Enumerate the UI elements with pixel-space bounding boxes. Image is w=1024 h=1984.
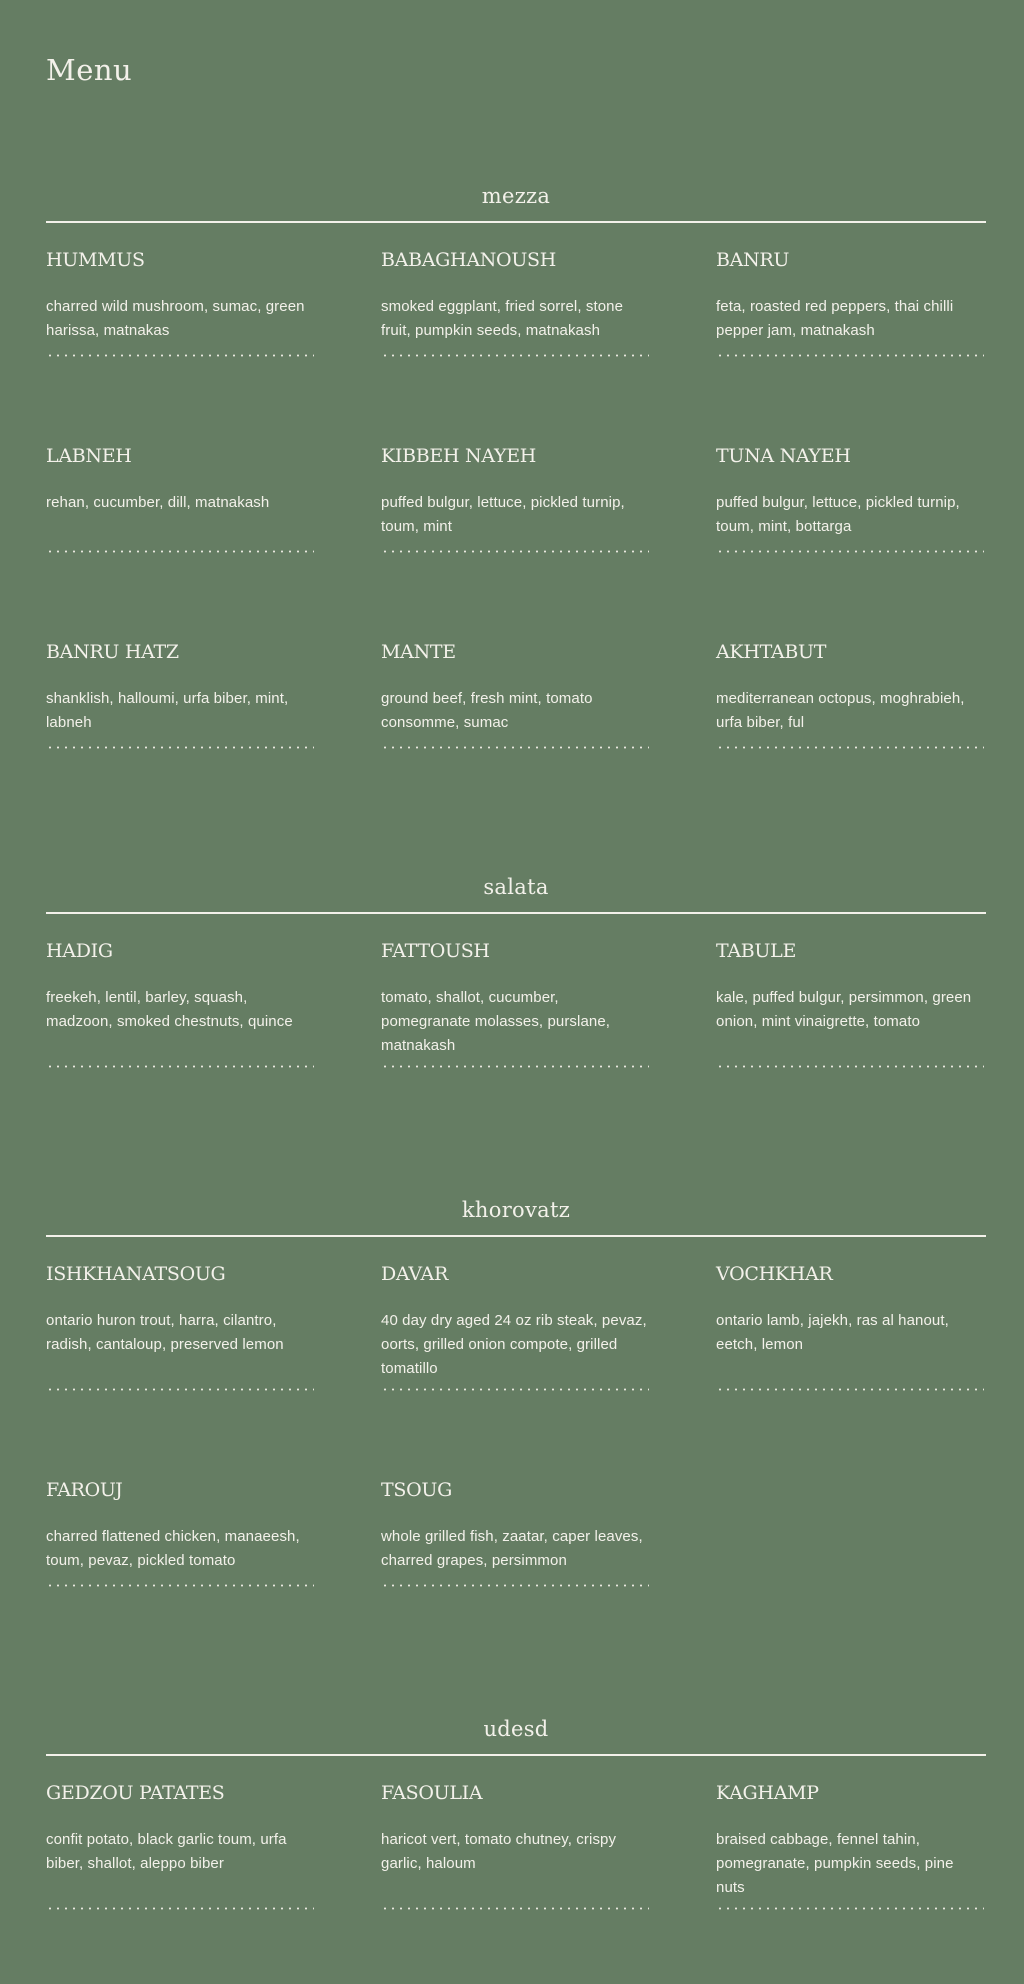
menu-item <box>381 1768 651 1984</box>
dotted-separator <box>381 1907 649 1910</box>
menu-item <box>46 627 316 823</box>
dotted-separator <box>46 1388 314 1391</box>
menu-section-udesd <box>46 1717 986 1984</box>
menu-item <box>381 1465 651 1661</box>
menu-item-name: FAROUJ <box>46 1479 123 1501</box>
menu-item-description: puffed bulgur, lettuce, pickled turnip, toum, mint, bottarga <box>716 494 960 535</box>
menu-item-name: DAVAR <box>381 1263 448 1285</box>
section-title: mezza <box>481 184 551 208</box>
menu-item <box>716 627 986 823</box>
menu-item <box>716 235 986 431</box>
section-title: salata <box>483 875 549 899</box>
menu-item-name: GEDZOU PATATES <box>46 1782 225 1804</box>
menu-item-description: braised cabbage, fennel tahin, pomegranate, pumpkin seeds, pine nuts <box>716 1831 954 1896</box>
dotted-separator <box>716 1065 984 1068</box>
section-divider <box>46 912 986 914</box>
menu-item <box>716 926 986 1142</box>
menu-item-description: feta, roasted red peppers, thai chilli pepper jam, matnakash <box>716 298 954 339</box>
dotted-separator <box>716 1388 984 1391</box>
menu-item-name: TSOUG <box>381 1479 452 1501</box>
menu-item-description: 40 day dry aged 24 oz rib steak, pevaz, oorts, grilled onion compote, grilled tomatillo <box>381 1312 647 1377</box>
section-divider <box>46 1754 986 1756</box>
dotted-separator <box>716 1907 984 1910</box>
menu-item-name: HUMMUS <box>46 249 145 271</box>
menu-item-name: VOCHKHAR <box>716 1263 833 1285</box>
dotted-separator <box>381 550 649 553</box>
section-divider <box>46 221 986 223</box>
dotted-separator <box>46 354 314 357</box>
menu-item <box>381 1249 651 1465</box>
menu-section-salata <box>46 875 986 1142</box>
menu-item-description: mediterranean octopus, moghrabieh, urfa biber, ful <box>716 690 965 731</box>
dotted-separator <box>46 746 314 749</box>
menu-item-name: LABNEH <box>46 445 132 467</box>
dotted-separator <box>381 746 649 749</box>
dotted-separator <box>46 1907 314 1910</box>
section-title: khorovatz <box>461 1198 571 1222</box>
menu-item <box>46 1768 316 1984</box>
menu-item-description: rehan, cucumber, dill, matnakash <box>46 494 270 511</box>
section-items <box>46 1768 986 1984</box>
menu-item-name: AKHTABUT <box>716 641 827 663</box>
dotted-separator <box>46 1584 314 1587</box>
dotted-separator <box>381 1388 649 1391</box>
menu-item-description: smoked eggplant, fried sorrel, stone fruit, pumpkin seeds, matnakash <box>381 298 624 339</box>
section-items <box>46 235 986 823</box>
section-divider <box>46 1235 986 1237</box>
menu-item-name: KAGHAMP <box>716 1782 819 1804</box>
section-items <box>46 1249 986 1661</box>
menu-item <box>46 235 316 431</box>
menu-item-description: whole grilled fish, zaatar, caper leaves, charred grapes, persimmon <box>381 1528 643 1569</box>
menu-item <box>381 926 651 1142</box>
menu-item-description: freekeh, lentil, barley, squash, madzoon, smoked chestnuts, quince <box>46 989 293 1030</box>
menu-item <box>716 431 986 627</box>
menu-item-description: shanklish, halloumi, urfa biber, mint, labneh <box>46 690 289 731</box>
menu-item-name: ISHKHANATSOUG <box>46 1263 226 1285</box>
menu-item-description: charred flattened chicken, manaeesh, toum, pevaz, pickled tomato <box>46 1528 300 1569</box>
menu-item <box>381 431 651 627</box>
menu-item <box>381 235 651 431</box>
dotted-separator <box>716 550 984 553</box>
section-header <box>46 1198 986 1249</box>
menu-item-name: TUNA NAYEH <box>716 445 851 467</box>
menu-item <box>46 926 316 1142</box>
section-header <box>46 1717 986 1768</box>
dotted-separator <box>716 354 984 357</box>
menu-item-description: haricot vert, tomato chutney, crispy garlic, haloum <box>381 1831 617 1872</box>
menu-item <box>381 627 651 823</box>
dotted-separator <box>46 1065 314 1068</box>
page-title: Menu <box>46 53 133 87</box>
dotted-separator <box>381 1065 649 1068</box>
menu-item-name: BANRU HATZ <box>46 641 179 663</box>
menu-item-description: charred wild mushroom, sumac, green harissa, matnakas <box>46 298 305 339</box>
menu-item-name: BABAGHANOUSH <box>381 249 557 271</box>
section-title: udesd <box>483 1717 549 1741</box>
dotted-separator <box>716 746 984 749</box>
menu-item <box>716 1768 986 1984</box>
menu-item-description: puffed bulgur, lettuce, pickled turnip, toum, mint <box>381 494 625 535</box>
menu-item-description: kale, puffed bulgur, persimmon, green onion, mint vinaigrette, tomato <box>716 989 972 1030</box>
menu-section-khorovatz <box>46 1198 986 1661</box>
section-items <box>46 926 986 1142</box>
menu-item-name: FATTOUSH <box>381 940 490 962</box>
menu-item-name: BANRU <box>716 249 790 271</box>
menu-item <box>46 1465 316 1661</box>
menu-item <box>46 431 316 627</box>
section-header <box>46 184 986 235</box>
dotted-separator <box>46 550 314 553</box>
menu-item-description: ontario huron trout, harra, cilantro, radish, cantaloup, preserved lemon <box>46 1312 284 1353</box>
dotted-separator <box>381 1584 649 1587</box>
dotted-separator <box>381 354 649 357</box>
menu-item-name: FASOULIA <box>381 1782 483 1804</box>
menu-item-description: tomato, shallot, cucumber, pomegranate molasses, purslane, matnakash <box>381 989 611 1054</box>
menu-item <box>46 1249 316 1465</box>
menu-item-name: HADIG <box>46 940 113 962</box>
menu-item-name: TABULE <box>716 940 797 962</box>
section-header <box>46 875 986 926</box>
menu-section-mezza <box>46 184 986 823</box>
menu-item <box>716 1249 986 1465</box>
menu-item-description: ground beef, fresh mint, tomato consomme, sumac <box>381 690 593 731</box>
menu-item-name: KIBBEH NAYEH <box>381 445 537 467</box>
menu-item-name: MANTE <box>381 641 456 663</box>
menu-item-description: ontario lamb, jajekh, ras al hanout, eetch, lemon <box>716 1312 949 1353</box>
menu-item-description: confit potato, black garlic toum, urfa biber, shallot, aleppo biber <box>46 1831 287 1872</box>
